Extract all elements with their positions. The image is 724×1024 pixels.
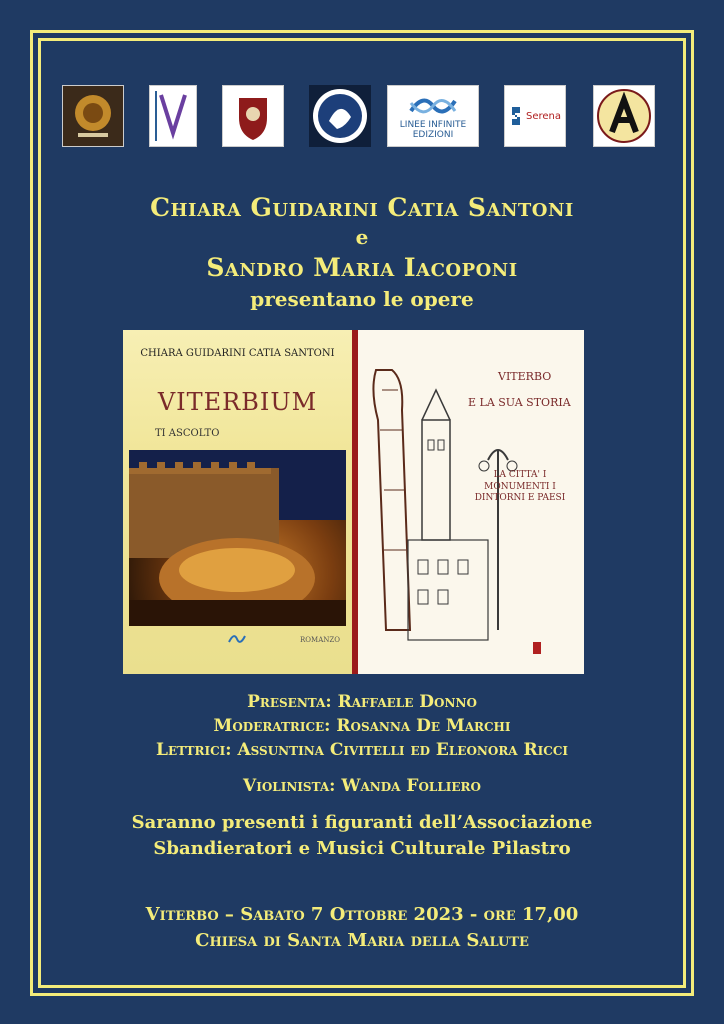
authors-line-1: Chiara Guidarini Catia Santoni (150, 193, 574, 222)
linee-infinite-logo-icon (403, 91, 463, 121)
linee-infinite-label: LINEE INFINITE EDIZIONI (399, 120, 467, 140)
association-line-1: Saranno presenti i figuranti dell’Associazione (131, 812, 593, 833)
serena-logo (504, 85, 566, 147)
linee-infinite-small-icon (227, 632, 247, 646)
book-left-authors: CHIARA GUIDARINI CATIA SANTONI (140, 348, 335, 359)
book-cover-viterbo-storia (358, 330, 584, 674)
event-datetime: Viterbo – Sabato 7 Ottobre 2023 - ore 17,00 (145, 904, 579, 925)
authors-and: e (355, 225, 369, 249)
association-line-2: Sbandieratori e Musici Culturale Pilastro (153, 838, 571, 859)
serena-logo-icon (509, 105, 523, 127)
lion-emblem-icon (62, 85, 124, 147)
readers: Lettrici: Assuntina Civitelli ed Eleonora Ricci (155, 740, 568, 760)
linee-infinite-logo (387, 85, 479, 147)
authors-line-2: Sandro Maria Iacoponi (206, 253, 518, 282)
violinist: Violinista: Wanda Folliero (243, 776, 481, 796)
verbis-logo-icon (149, 85, 197, 147)
book-covers (123, 330, 584, 674)
night-palace-photo (129, 450, 346, 626)
serena-label: Serena (525, 110, 561, 122)
book-left-subtitle: TI ASCOLTO (155, 428, 220, 439)
coat-of-arms-icon (222, 85, 284, 147)
presentation-intro: presentano le opere (250, 287, 474, 311)
moderator: Moderatrice: Rosanna De Marchi (213, 716, 511, 736)
book-right-title-1: VITERBO (498, 370, 552, 383)
book-right-subtitle: LA CITTA' I MONUMENTI I DINTORNI E PAESI (474, 470, 566, 504)
book-left-genre: ROMANZO (300, 636, 340, 644)
book-right-title-2: E LA SUA STORIA (468, 396, 571, 409)
sponsor-logos (62, 85, 662, 149)
letter-a-emblem-icon (593, 85, 655, 147)
book-left-title: VITERBIUM (157, 388, 318, 416)
event-venue: Chiesa di Santa Maria della Salute (195, 930, 529, 951)
presenter: Presenta: Raffaele Donno (247, 692, 477, 712)
lion-head-circle-icon (309, 85, 371, 147)
book-cover-viterbium (123, 330, 352, 674)
